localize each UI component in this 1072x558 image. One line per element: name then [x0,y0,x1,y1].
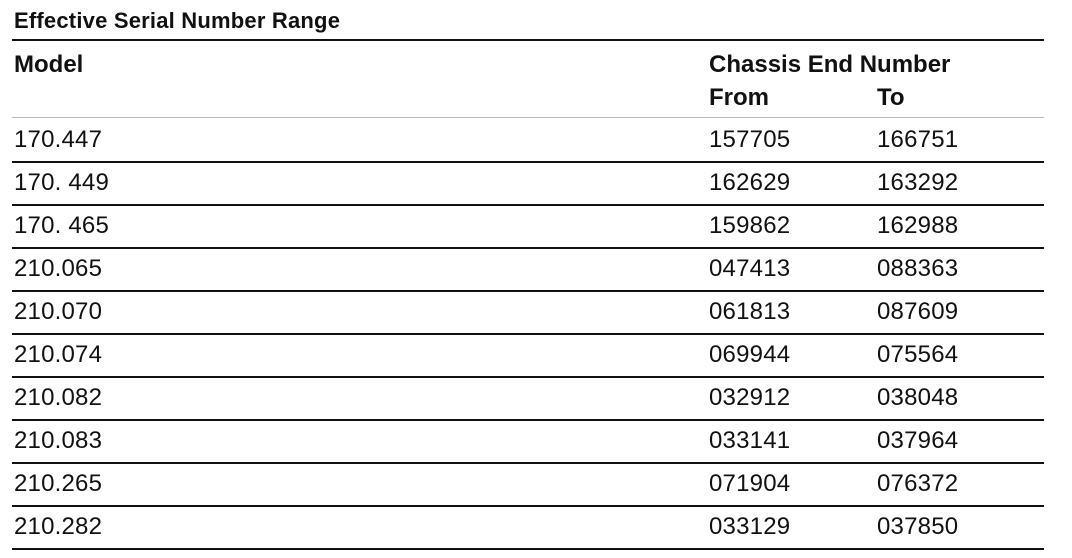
model-cell: 210.282 [14,513,103,540]
column-header-model: Model [14,51,84,78]
to-cell: 163292 [877,169,959,196]
column-header-chassis-end-number: Chassis End Number [709,51,951,78]
model-cell: 210.074 [14,341,103,368]
title-divider [12,39,1044,41]
from-cell: 047413 [709,255,791,282]
table-row [12,378,1044,421]
column-header-from: From [709,84,769,111]
document-title: Effective Serial Number Range [14,8,341,33]
from-cell: 033141 [709,427,791,454]
to-cell: 038048 [877,384,959,411]
model-cell: 170. 449 [14,169,110,196]
header-divider [12,117,1044,118]
from-cell: 157705 [709,126,791,153]
table-row [12,249,1044,292]
model-cell: 210.065 [14,255,103,282]
from-cell: 069944 [709,341,791,368]
from-cell: 032912 [709,384,791,411]
to-cell: 087609 [877,298,959,325]
table-row [12,163,1044,206]
table-row [12,292,1044,335]
model-cell: 170.447 [14,126,103,153]
from-cell: 033129 [709,513,791,540]
to-cell: 075564 [877,341,959,368]
serial-range-table [12,120,1044,550]
table-row [12,464,1044,507]
model-cell: 210.082 [14,384,103,411]
serial-range-document [12,0,1044,558]
to-cell: 162988 [877,212,959,239]
model-cell: 210.070 [14,298,103,325]
table-row [12,421,1044,464]
model-cell: 170. 465 [14,212,110,239]
table-row [12,335,1044,378]
to-cell: 166751 [877,126,959,153]
to-cell: 037964 [877,427,959,454]
from-cell: 162629 [709,169,791,196]
to-cell: 076372 [877,470,959,497]
from-cell: 071904 [709,470,791,497]
from-cell: 159862 [709,212,791,239]
column-header-to: To [877,84,905,111]
from-cell: 061813 [709,298,791,325]
to-cell: 088363 [877,255,959,282]
to-cell: 037850 [877,513,959,540]
table-row [12,206,1044,249]
table-row [12,507,1044,550]
model-cell: 210.265 [14,470,103,497]
model-cell: 210.083 [14,427,103,454]
table-row [12,120,1044,163]
